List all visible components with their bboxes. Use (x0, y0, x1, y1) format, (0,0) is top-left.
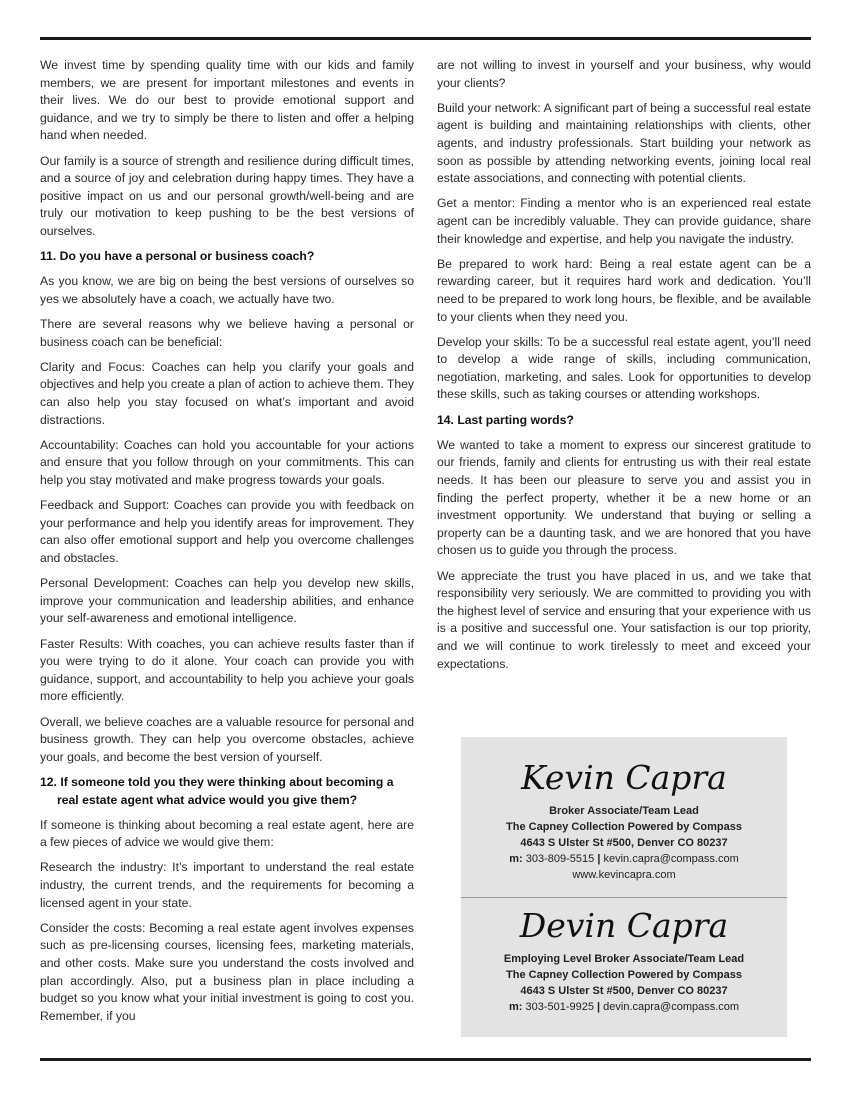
question-heading: 11. Do you have a personal or business coach? (40, 249, 315, 264)
left-column (40, 57, 414, 1033)
devin-company: The Capney Collection Powered by Compass (506, 969, 742, 981)
devin-title: Employing Level Broker Associate/Team Lead (503, 953, 745, 965)
paragraph: Feedback and Support: Coaches can provide you with feedback on your performance and help you identify areas for improvement. They can also offer emotional support and help you overcome challenges and obstacles. (40, 498, 414, 565)
question-heading: 14. Last parting words? (437, 412, 574, 427)
paragraph: Get a mentor: Finding a mentor who is an experienced real estate agent can be incredibly valuable. They can provide guidance, share their knowledge and expertise, and help you navigate the industry. (437, 196, 811, 246)
top-rule (40, 37, 811, 40)
separator: | (597, 853, 601, 865)
paragraph: We invest time by spending quality time with our kids and family members, we are present for important milestones and events in their lives. We do our best to provide emotional support and guidance, and we try to simply be there to listen and offer a helping hand when needed. (40, 58, 414, 143)
paragraph: We wanted to take a moment to express our sincerest gratitude to our friends, family and clients for entrusting us with their real estate needs. It has been our pleasure to serve you and assist you in finding the perfect property, whether it be a new home or an investment opportunity. We understand that buying or selling a property can be a daunting task, and we are honored that you have chosen us to guide you through the process. (437, 437, 811, 558)
paragraph: Personal Development: Coaches can help you develop new skills, improve your communication and leadership abilities, and enhance your self-awareness and emotional intelligence. (40, 576, 414, 626)
bottom-rule (40, 1058, 811, 1061)
kevin-address: 4643 S Ulster St #500, Denver CO 80237 (520, 837, 728, 849)
paragraph: Accountability: Coaches can hold you accountable for your actions and ensure that you follow through on your commitments. This can help you stay motivated and make progress towards your goals. (40, 437, 414, 488)
devin-phone-email (461, 999, 787, 1015)
kevin-title: Broker Associate/Team Lead (549, 805, 699, 817)
kevin-signature: Kevin Capra (521, 758, 727, 797)
separator: | (597, 1001, 601, 1013)
paragraph: There are several reasons why we believe having a personal or business coach can be beneficial: (40, 317, 414, 349)
phone-label: m: (509, 853, 523, 865)
contact-card (461, 737, 787, 1037)
card-divider (461, 897, 787, 898)
question-heading: 12. If someone told you they were thinking about becoming a real estate agent what advice would you give them? (40, 774, 394, 807)
paragraph: Develop your skills: To be a successful real estate agent, you’ll need to develop a wide range of skills, including communication, negotiation, marketing, and sales. Look for opportunities to develop these skills, such as taking courses or attending workshops. (437, 334, 811, 402)
devin-signature: Devin Capra (519, 906, 729, 945)
kevin-email[interactable]: kevin.capra@compass.com (603, 853, 739, 865)
paragraph: Be prepared to work hard: Being a real estate agent can be a rewarding career, but it requires hard work and dedication. You’ll need to be prepared to work long hours, be flexible, and be available to your clients when they need you. (437, 256, 811, 324)
devin-contact (461, 907, 787, 1015)
devin-address: 4643 S Ulster St #500, Denver CO 80237 (520, 985, 728, 997)
devin-email[interactable]: devin.capra@compass.com (603, 1001, 740, 1013)
paragraph: As you know, we are big on being the best versions of ourselves so yes we absolutely have a coach, we actually have two. (40, 274, 414, 306)
devin-phone[interactable]: 303-501-9925 (525, 1001, 594, 1013)
paragraph: If someone is thinking about becoming a real estate agent, here are a few pieces of advice we would give them: (40, 817, 414, 850)
phone-label: m: (508, 1001, 523, 1013)
kevin-company: The Capney Collection Powered by Compass (506, 821, 742, 833)
kevin-phone[interactable]: 303-809-5515 (525, 853, 595, 865)
paragraph: Research the industry: It’s important to understand the real estate industry, the current trends, and the requirements for becoming a licensed agent in your state. (40, 860, 414, 910)
paragraph: are not willing to invest in yourself and your business, why would your clients? (437, 58, 811, 90)
paragraph: Our family is a source of strength and resilience during difficult times, and a source of joy and celebration during happy times. They have a positive impact on us and our personal growth/well-being and are truly our motivation to keep pushing to be the best versions of ourselves. (40, 153, 414, 238)
paragraph: Consider the costs: Becoming a real estate agent involves expenses such as pre-licensing courses, licensing fees, marketing materials, and other costs. Make sure you understand the costs involved and plan accordingly. Also, put a business plan in place including a budget so you know what your initial investment is going to cost you. Remember, if you (40, 920, 414, 1023)
kevin-contact (461, 759, 787, 883)
paragraph: Build your network: A significant part of being a successful real estate agent is building and maintaining relationships with clients, other agents, and industry professionals. Start building your network as soon as possible by attending networking events, joining local real estate associations, and connecting with potential clients. (437, 100, 811, 186)
paragraph: Overall, we believe coaches are a valuable resource for personal and business growth. They can help you overcome obstacles, achieve your goals, and become the best version of yourself. (40, 714, 414, 764)
paragraph: We appreciate the trust you have placed in us, and we take that responsibility very seriously. We are committed to providing you with the highest level of service and ensuring that your experience with us is a positive and successful one. Your satisfaction is our top priority, and we will continue to work tirelessly to meet and exceed your expectations. (437, 568, 811, 671)
right-column (437, 57, 811, 681)
kevin-phone-email (461, 851, 787, 867)
paragraph: Clarity and Focus: Coaches can help you clarify your goals and objectives and help you create a plan of action to achieve them. They can also help you stay focused on what’s important and avoid distractions. (40, 359, 414, 427)
paragraph: Faster Results: With coaches, you can achieve results faster than if you were trying to do it alone. Your coach can provide you with guidance, support, and accountability to help you achieve your goals more efficiently. (40, 636, 414, 704)
kevin-website[interactable]: www.kevincapra.com (572, 869, 676, 881)
